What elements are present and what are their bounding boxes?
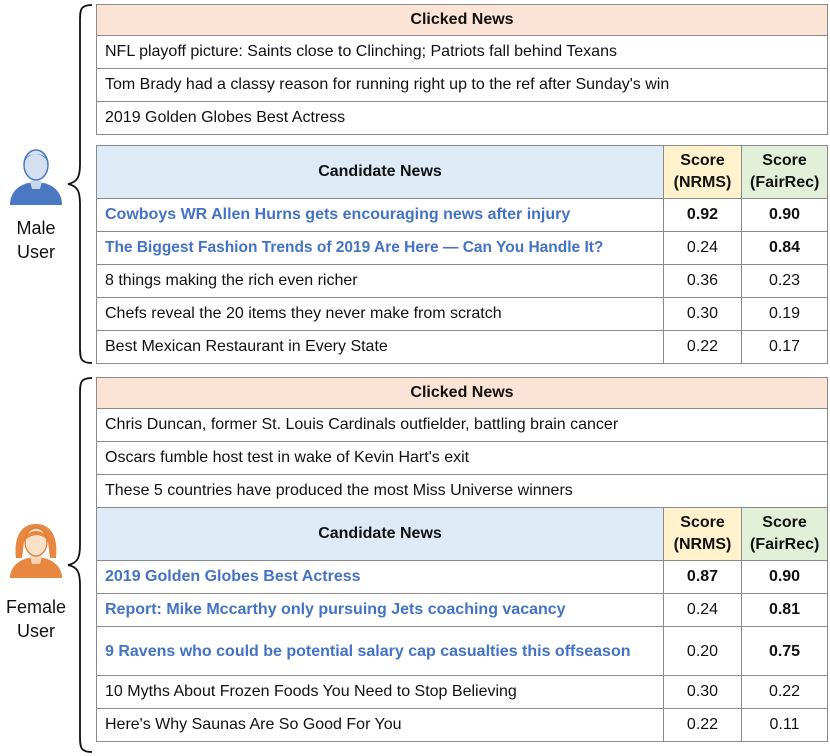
score-nrms-header [664,508,742,561]
clicked-news-item: Tom Brady had a classy reason for running right up to the ref after Sunday's win [97,69,828,102]
clicked-news-item: Oscars fumble host test in wake of Kevin Hart's exit [97,442,828,475]
nrms-score: 0.20 [664,627,742,676]
candidate-title: Report: Mike Mccarthy only pursuing Jets coaching vacancy [97,594,664,627]
candidate-title: 9 Ravens who could be potential salary cap casualties this offseason [97,627,664,676]
candidate-row [97,594,828,627]
clicked-news-item: Chris Duncan, former St. Louis Cardinals outfielder, battling brain cancer [97,409,828,442]
candidate-row [97,298,828,331]
fairrec-score: 0.22 [742,676,828,709]
candidate-title: 10 Myths About Frozen Foods You Need to Stop Believing [97,676,664,709]
female-brace-icon [60,377,96,753]
nrms-score: 0.36 [664,265,742,298]
score-nrms-header [664,146,742,199]
score-fair-line1: Score [762,152,807,169]
nrms-score: 0.30 [664,298,742,331]
nrms-score: 0.24 [664,232,742,265]
nrms-score: 0.22 [664,709,742,742]
candidate-row [97,199,828,232]
clicked-news-item: These 5 countries have produced the most Miss Universe winners [97,475,828,508]
candidate-title: Chefs reveal the 20 items they never make from scratch [97,298,664,331]
score-nrms-line1: Score [680,514,725,531]
score-nrms-line1: Score [680,152,725,169]
fairrec-score: 0.17 [742,331,828,364]
candidate-title: The Biggest Fashion Trends of 2019 Are Here — Can You Handle It? [97,232,664,265]
candidate-title: 8 things making the rich even richer [97,265,664,298]
nrms-score: 0.22 [664,331,742,364]
candidate-row [97,265,828,298]
candidate-news-header: Candidate News [97,146,664,199]
nrms-score: 0.87 [664,561,742,594]
candidate-news-header: Candidate News [97,508,664,561]
fairrec-score: 0.90 [742,561,828,594]
fairrec-score: 0.75 [742,627,828,676]
candidate-row [97,561,828,594]
score-fairrec-header [742,508,828,561]
score-fair-line1: Score [762,514,807,531]
clicked-news-item: NFL playoff picture: Saints close to Clinching; Patriots fall behind Texans [97,36,828,69]
male-avatar-icon [6,145,66,205]
candidate-title: Best Mexican Restaurant in Every State [97,331,664,364]
clicked-news-header: Clicked News [97,5,828,36]
candidate-row [97,232,828,265]
candidate-row [97,331,828,364]
fairrec-score: 0.11 [742,709,828,742]
score-nrms-line2: (NRMS) [673,536,732,553]
table-spacer [97,135,828,146]
fairrec-score: 0.81 [742,594,828,627]
nrms-score: 0.92 [664,199,742,232]
candidate-row [97,627,828,676]
clicked-news-item: 2019 Golden Globes Best Actress [97,102,828,135]
score-fair-line2: (FairRec) [750,536,820,553]
female-user-block [0,373,830,756]
female-label-line1: Female [5,597,67,617]
female-avatar-icon [6,518,66,578]
male-label-line1: Male [16,218,56,238]
fairrec-score: 0.23 [742,265,828,298]
candidate-title: 2019 Golden Globes Best Actress [97,561,664,594]
nrms-score: 0.24 [664,594,742,627]
fairrec-score: 0.90 [742,199,828,232]
candidate-title: Cowboys WR Allen Hurns gets encouraging news after injury [97,199,664,232]
male-brace-icon [60,4,96,364]
candidate-row [97,676,828,709]
score-fair-line2: (FairRec) [750,174,820,191]
score-nrms-line2: (NRMS) [673,174,732,191]
fairrec-score: 0.19 [742,298,828,331]
clicked-news-header: Clicked News [97,378,828,409]
female-label-line2: User [16,621,55,641]
candidate-row [97,709,828,742]
nrms-score: 0.30 [664,676,742,709]
male-user-block [0,0,830,367]
female-news-table [96,377,828,742]
score-fairrec-header [742,146,828,199]
male-news-table [96,4,828,364]
fairrec-score: 0.84 [742,232,828,265]
candidate-title: Here's Why Saunas Are So Good For You [97,709,664,742]
male-label-line2: User [16,242,55,262]
